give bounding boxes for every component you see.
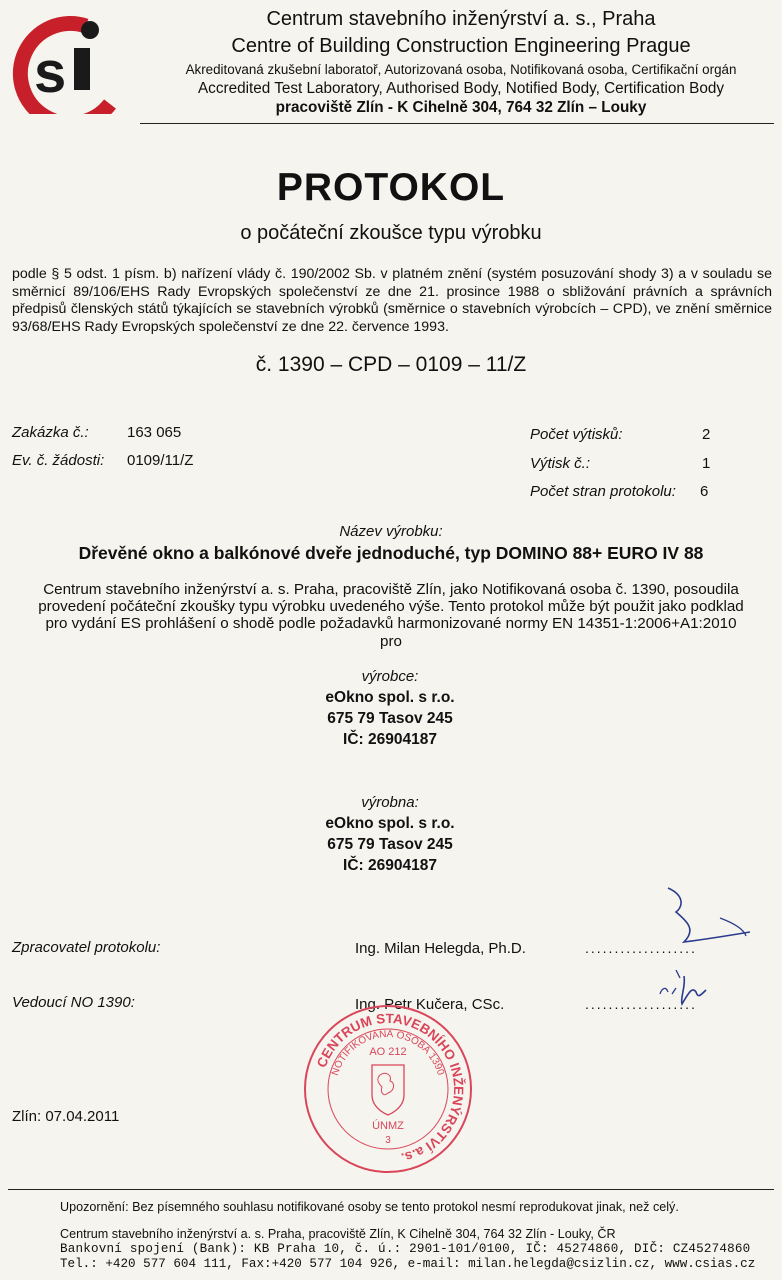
- plant-label: výrobna:: [361, 794, 419, 811]
- manufacturer-name: eOkno spol. s r.o.: [325, 689, 455, 706]
- footer-warning: [60, 1200, 679, 1214]
- header-accreditation-cz: Akreditovaná zkušební laboratoř, Autorizovaná osoba, Notifikovaná osoba, Certifikační orgán: [185, 62, 737, 77]
- footer-address: Centrum stavebního inženýrství a. s. Praha, pracoviště Zlín, K Cihelně 304, 764 32 Zlín - Louky, ČR: [60, 1227, 616, 1241]
- manufacturer-label: výrobce:: [361, 668, 419, 685]
- svg-text:NOTIFIKOVANÁ OSOBA 1390: NOTIFIKOVANÁ OSOBA 1390: [329, 1028, 446, 1078]
- assessment-line: provedení počáteční zkoušky typu výrobku uvedeného výše. Tento protokol může být použit jako podklad: [38, 598, 744, 616]
- svg-text:3: 3: [385, 1135, 391, 1146]
- csi-logo: [8, 12, 128, 114]
- copy-number-value: 1: [702, 455, 711, 472]
- handwritten-signature: [640, 878, 770, 1018]
- manufacturer-address: 675 79 Tasov 245: [327, 710, 453, 727]
- head-label: Vedoucí NO 1390:: [12, 994, 135, 1011]
- assessment-line: pro vydání ES prohlášení o shodě podle požadavků harmonizované normy EN 14351-1:2006+A1:2010: [45, 615, 737, 633]
- document-subtitle: o počáteční zkoušce typu výrobku: [240, 222, 542, 244]
- pages-label: Počet stran protokolu:: [530, 483, 676, 500]
- processor-label: Zpracovatel protokolu:: [12, 939, 161, 956]
- assessment-line: pro: [380, 632, 402, 650]
- head-name: Ing. Petr Kučera, CSc.: [355, 996, 505, 1013]
- issue-date: Zlín: 07.04.2011: [12, 1108, 120, 1125]
- product-label: Název výrobku:: [339, 523, 443, 540]
- assessment-paragraph: [14, 581, 768, 650]
- official-stamp: [302, 1003, 474, 1175]
- header-accreditation-en: Accredited Test Laboratory, Authorised Body, Notified Body, Certification Body: [197, 80, 725, 97]
- copies-value: 2: [702, 426, 711, 443]
- footer-bank: Bankovní spojení (Bank): KB Praha 10, č. ú.: 2901-101/0100, IČ: 45274860, DIČ: CZ45274860: [60, 1242, 751, 1256]
- head-signature-line: ...................: [585, 996, 697, 1012]
- processor-signature-line: ...................: [585, 940, 697, 956]
- header-address: pracoviště Zlín - K Cihelně 304, 764 32 Zlín – Louky: [275, 99, 647, 116]
- order-value: 163 065: [127, 424, 182, 441]
- assessment-line: Centrum stavebního inženýrství a. s. Praha, pracoviště Zlín, jako Notifikovaná osoba č. 1390, posoudila: [43, 581, 739, 598]
- svg-text:AO 212: AO 212: [369, 1046, 407, 1058]
- header-org-en: Centre of Building Construction Engineering Prague: [231, 35, 691, 57]
- manufacturer-ico: IČ: 26904187: [343, 731, 437, 748]
- product-name: Dřevěné okno a balkónové dveře jednoduché, typ DOMINO 88+ EURO IV 88: [78, 543, 704, 563]
- footer-warning-label: Upozornění:: [60, 1200, 129, 1214]
- svg-text:CENTRUM STAVEBNÍHO INŽENÝRSTVÍ: CENTRUM STAVEBNÍHO INŽENÝRSTVÍ a.s.: [313, 1010, 467, 1166]
- processor-name: Ing. Milan Helegda, Ph.D.: [355, 940, 526, 957]
- request-label: Ev. č. žádosti:: [12, 452, 105, 469]
- footer-contact: Tel.: +420 577 604 111, Fax:+420 577 104 926, e-mail: milan.helegda@csizlin.cz, www.csias.cz: [60, 1257, 756, 1271]
- document-title: PROTOKOL: [276, 166, 506, 209]
- request-value: 0109/11/Z: [127, 452, 194, 469]
- copies-label: Počet výtisků:: [530, 426, 623, 443]
- plant-ico: IČ: 26904187: [343, 857, 437, 874]
- legal-basis: podle § 5 odst. 1 písm. b) nařízení vlády č. 190/2002 Sb. v platném znění (systém posuzování shody 3) a v souladu se směrnicí 89/106/EHS Rady Evropských společenství ze dne 21. prosince 1988 o sbližování právních a správních předpisů členských států týkajících se stavebních výrobků (směrnice o stavebních výrobcích – CPD), ve znění směrnice 93/68/EHS Rady Evropských společenství ze dne 22. července 1993.: [12, 266, 772, 335]
- pages-value: 6: [700, 483, 709, 500]
- svg-text:s: s: [34, 40, 67, 105]
- svg-text:ÚNMZ: ÚNMZ: [372, 1120, 404, 1132]
- header-divider: [140, 123, 774, 124]
- plant-address: 675 79 Tasov 245: [327, 836, 453, 853]
- plant-name: eOkno spol. s r.o.: [325, 815, 455, 832]
- order-label: Zakázka č.:: [12, 424, 89, 441]
- plant-block: [260, 794, 520, 876]
- protocol-number: č. 1390 – CPD – 0109 – 11/Z: [255, 353, 527, 376]
- footer-warning-text: Bez písemného souhlasu notifikované osoby se tento protokol nesmí reprodukovat jinak, než celý.: [132, 1200, 679, 1214]
- header-org-cz: Centrum stavebního inženýrství a. s., Praha: [266, 8, 656, 30]
- footer-divider: [8, 1189, 774, 1190]
- copy-number-label: Výtisk č.:: [530, 455, 591, 472]
- manufacturer-block: [260, 668, 520, 750]
